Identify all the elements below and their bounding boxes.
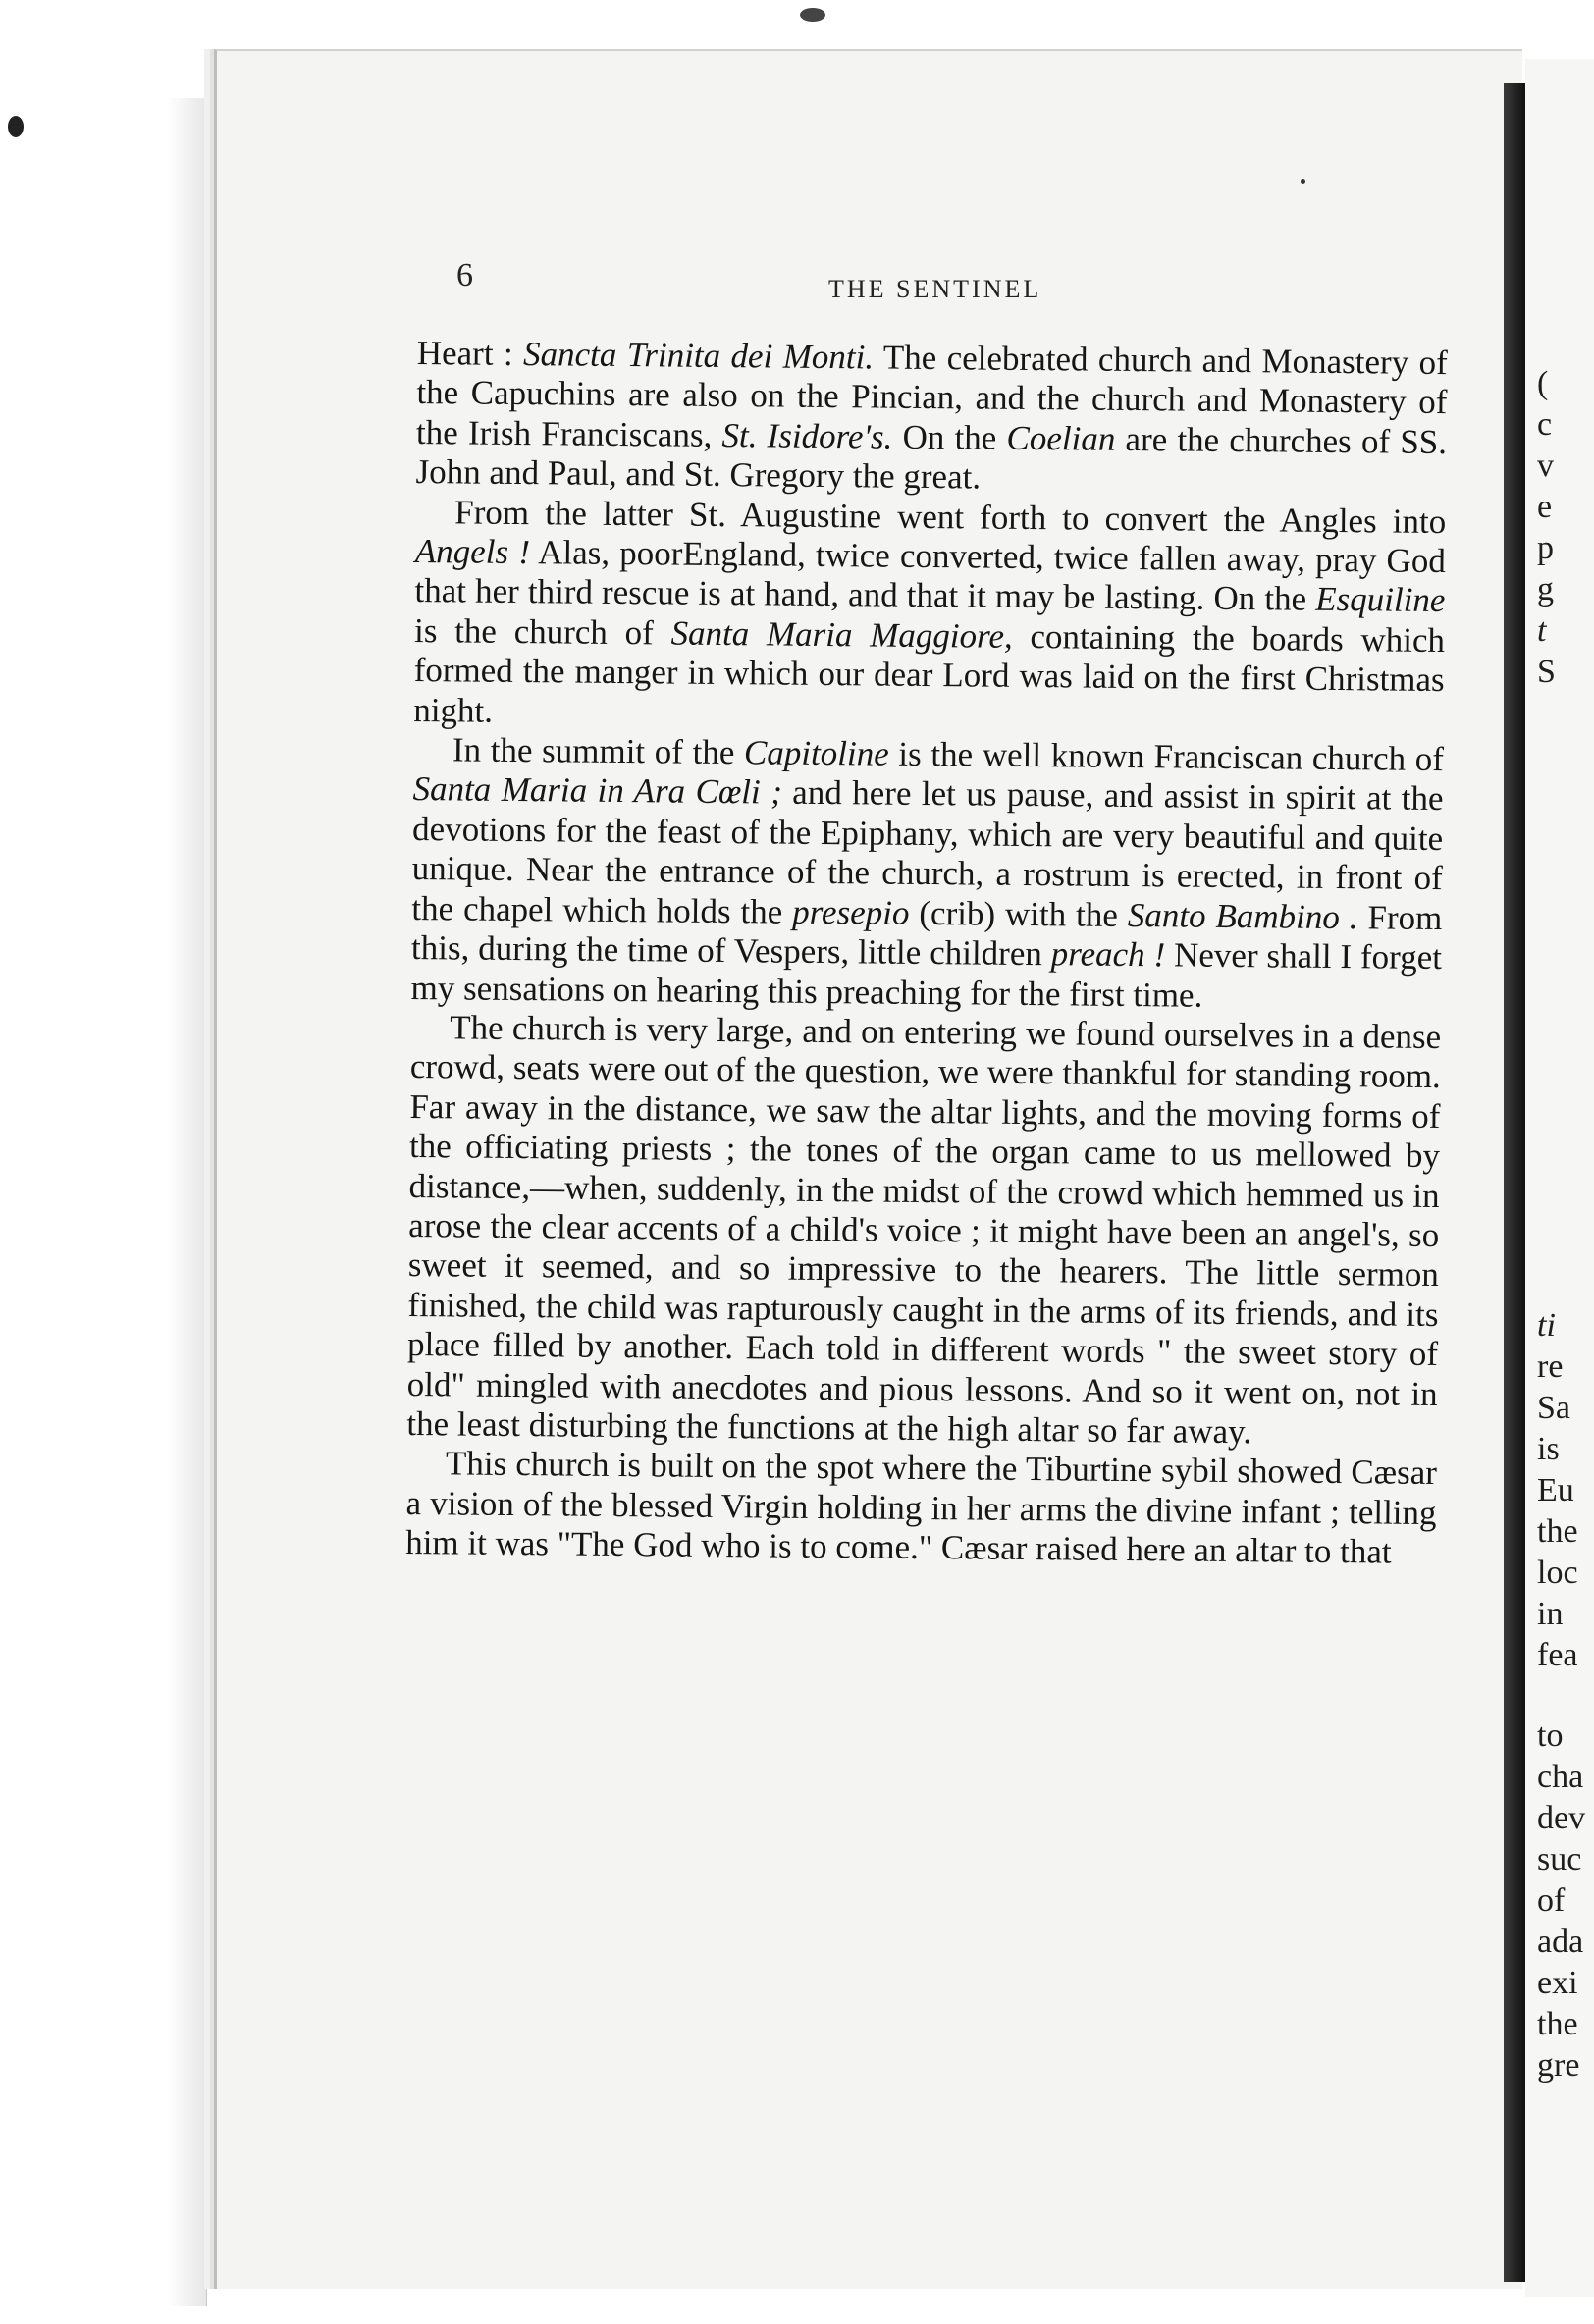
- text-run: Alas, poorEngland, twice converted, twice fallen away, pray God that her third rescue is at hand, and that it may be lasting. On the: [414, 533, 1446, 619]
- running-head: THE SENTINEL: [828, 275, 1042, 303]
- facing-fragment: fea: [1537, 1637, 1578, 1673]
- scan-speck: [1301, 179, 1305, 184]
- facing-fragment: (: [1537, 365, 1549, 401]
- text-run: On the: [892, 417, 1007, 457]
- facing-fragment: in: [1537, 1596, 1564, 1632]
- facing-fragment: ada: [1537, 1924, 1584, 1960]
- text-run: is the well known Franciscan church of: [888, 734, 1445, 779]
- book-gutter: [1504, 83, 1525, 2282]
- italic-run: Santa Maria Maggiore,: [670, 613, 1013, 656]
- text-run: and here let us pause, and assist in spirit at the devotions for the feast of the Epiphany, which are very beautiful and quite unique. Near the entrance of the church, a rostrum is erected, in front of the chapel which holds the: [411, 773, 1444, 931]
- facing-fragment: the: [1537, 1513, 1578, 1550]
- facing-fragment: the: [1537, 2006, 1578, 2042]
- text-run: The celebrated church and Monastery of the Capuchins are also on the Pincian, and the church and Monastery of the Irish Franciscans,: [415, 338, 1448, 454]
- facing-fragment: cha: [1537, 1759, 1584, 1795]
- scan-speck: [8, 116, 24, 137]
- italic-run: Sancta Trinita dei Monti.: [522, 335, 875, 377]
- paragraph-3: [410, 730, 1444, 1018]
- text-run: Never shall I forget my sensations on hearing this preaching for the first time.: [410, 935, 1443, 1015]
- text-run: In the summit of the: [452, 730, 745, 772]
- facing-fragment: re: [1537, 1348, 1564, 1385]
- italic-run: St. Isidore's.: [721, 415, 893, 456]
- italic-run: presepio: [792, 892, 910, 932]
- facing-fragment: suc: [1537, 1841, 1582, 1877]
- paragraph-5: This church is built on the spot where the Tiburtine sybil showed Cæsar a vision of the blessed Virgin holding in her arms the divine infant ; telling him it was "The God who is to come." Cæsar raised here an altar to that: [404, 1444, 1438, 1571]
- facing-fragment: Eu: [1537, 1472, 1574, 1508]
- facing-fragment: ti: [1537, 1307, 1556, 1344]
- body-text: [405, 334, 1448, 1573]
- italic-run: Santa Maria in Ara Cœli ;: [412, 769, 783, 813]
- facing-fragment: S: [1537, 654, 1556, 690]
- text-run: From the latter St. Augustine went forth to convert the Angles into: [454, 493, 1447, 541]
- italic-run: Coelian: [1006, 418, 1116, 458]
- facing-fragment: gre: [1537, 2047, 1580, 2084]
- page-number: 6: [456, 257, 473, 293]
- italic-run: Santo Bambino .: [1127, 895, 1358, 936]
- facing-page: [1525, 59, 1594, 2297]
- text-run: Heart :: [416, 334, 524, 374]
- italic-run: preach !: [1050, 934, 1166, 975]
- facing-fragment: Sa: [1537, 1390, 1570, 1426]
- facing-fragment: g: [1537, 571, 1554, 607]
- text-run: From this, during the time of Vespers, little children: [410, 897, 1443, 974]
- facing-fragment: e: [1537, 489, 1553, 525]
- text-run: (crib) with the: [909, 893, 1129, 934]
- italic-run: Capitoline: [743, 733, 889, 773]
- paragraph-1: [415, 334, 1448, 502]
- scan-speck: [800, 8, 825, 22]
- facing-fragment: c: [1537, 406, 1553, 443]
- facing-fragment: of: [1537, 1882, 1566, 1919]
- italic-run: Angels !: [414, 532, 531, 572]
- italic-run: Esquiline: [1315, 580, 1446, 620]
- facing-fragment: exi: [1537, 1965, 1578, 2001]
- facing-fragment: to: [1537, 1717, 1564, 1754]
- text-run: containing the boards which formed the manger in which our dear Lord was laid on the first Christmas night.: [413, 616, 1446, 730]
- facing-fragment: dev: [1537, 1800, 1586, 1836]
- text-run: is the church of: [413, 610, 671, 653]
- facing-fragment: loc: [1537, 1555, 1578, 1591]
- paragraph-4: The church is very large, and on entering we found ourselves in a dense crowd, seats were out of the question, we were thankful for standing room. Far away in the distance, we saw the altar lights, and the moving forms of the officiating priests ; the tones of the organ came to us mellowed by distance,—when, suddenly, in the midst of the crowd which hemmed us in arose the clear accents of a child's voice ; it might have been an angel's, so sweet it seemed, and so impressive to the hearers. The little sermon finished, the child was rapturously caught in the arms of its friends, and its place filled by another. Each told in different words " the sweet story of old" mingled with anecdotes and pious lessons. And so it went on, not in the least disturbing the functions at the high altar so far away.: [406, 1008, 1442, 1452]
- facing-fragment: p: [1537, 530, 1554, 566]
- facing-fragment: t: [1537, 612, 1547, 649]
- facing-fragment: is: [1537, 1431, 1560, 1467]
- paragraph-2: [413, 493, 1446, 741]
- text-run: are the churches of SS. John and Paul, and St. Gregory the great.: [415, 419, 1448, 497]
- facing-fragment: v: [1537, 448, 1554, 484]
- left-page-edge: [167, 98, 207, 2306]
